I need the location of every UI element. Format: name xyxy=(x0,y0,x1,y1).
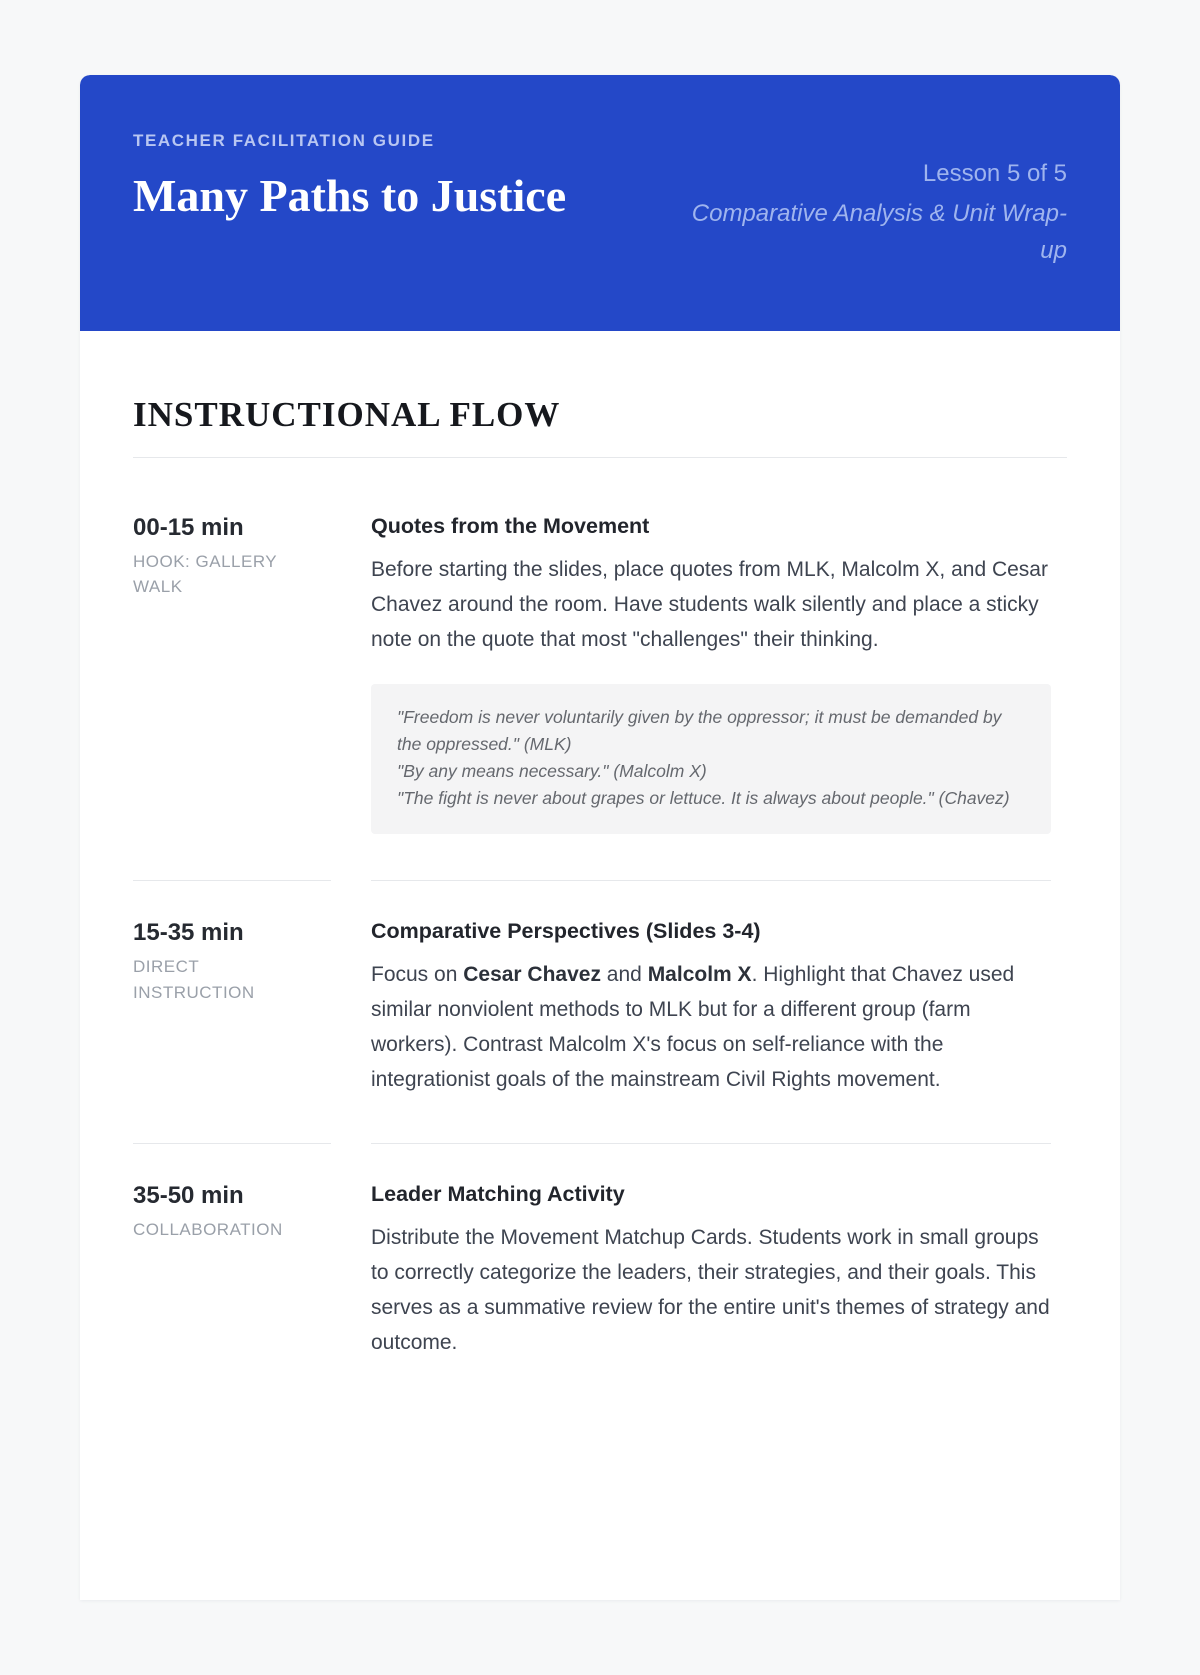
timeline-side xyxy=(133,458,331,880)
lesson-number: Lesson 5 of 5 xyxy=(922,160,1067,187)
time-label: 00-15 min xyxy=(133,513,244,541)
guide-card xyxy=(80,75,1120,1600)
quote-line: "Freedom is never voluntarily given by the oppressor; it must be demanded by the oppressed." (MLK) xyxy=(397,706,1002,754)
time-label: 35-50 min xyxy=(133,1182,244,1210)
timeline-content xyxy=(371,458,1051,880)
timeline-content xyxy=(371,880,1051,1143)
guide-title: Many Paths to Justice xyxy=(133,170,567,221)
lesson-subtitle: Comparative Analysis & Unit Wrap-up xyxy=(691,199,1067,264)
phase-label: COLLABORATION xyxy=(133,1220,283,1240)
quote-line: "By any means necessary." (Malcolm X) xyxy=(397,760,707,781)
guide-body xyxy=(80,395,1120,1477)
time-label: 15-35 min xyxy=(133,919,244,947)
phase-label: DIRECT INSTRUCTION xyxy=(133,957,255,1002)
activity-title: Quotes from the Movement xyxy=(371,513,650,538)
activity-body: Focus on Cesar Chavez and Malcolm X. Highlight that Chavez used similar nonviolent methods to MLK but for a different group (farm workers). Contrast Malcolm X's focus on self-reliance with the integrationist goals of the mainstream Civil Rights movement. xyxy=(371,963,1015,1091)
header-left xyxy=(133,131,566,226)
timeline-side xyxy=(133,880,331,1143)
activity-body: Distribute the Movement Matchup Cards. Students work in small groups to correctly categorize the leaders, their strategies, and their goals. This serves as a summative review for the entire unit's themes of strategy and outcome. xyxy=(371,1226,1050,1355)
eyebrow-label: TEACHER FACILITATION GUIDE xyxy=(133,131,435,150)
timeline-side xyxy=(133,1143,331,1406)
activity-title: Leader Matching Activity xyxy=(371,1182,625,1207)
phase-label: HOOK: GALLERY WALK xyxy=(133,551,277,597)
timeline-section-collaboration xyxy=(133,1143,1067,1406)
lesson-meta xyxy=(687,131,1067,269)
quote-line: "The fight is never about grapes or lettuce. It is always about people." (Chavez) xyxy=(397,787,1010,808)
activity-title: Comparative Perspectives (Slides 3-4) xyxy=(371,919,761,944)
quote-box xyxy=(371,684,1051,835)
flow-heading: INSTRUCTIONAL FLOW xyxy=(133,394,561,434)
guide-header xyxy=(80,75,1120,331)
timeline-section-direct-instruction xyxy=(133,880,1067,1143)
timeline-section-hook xyxy=(133,458,1067,880)
timeline-content xyxy=(371,1143,1051,1406)
activity-body: Before starting the slides, place quotes from MLK, Malcolm X, and Cesar Chavez around the room. Have students walk silently and place a sticky note on the quote that most "challenges" their thinking. xyxy=(371,557,1048,651)
